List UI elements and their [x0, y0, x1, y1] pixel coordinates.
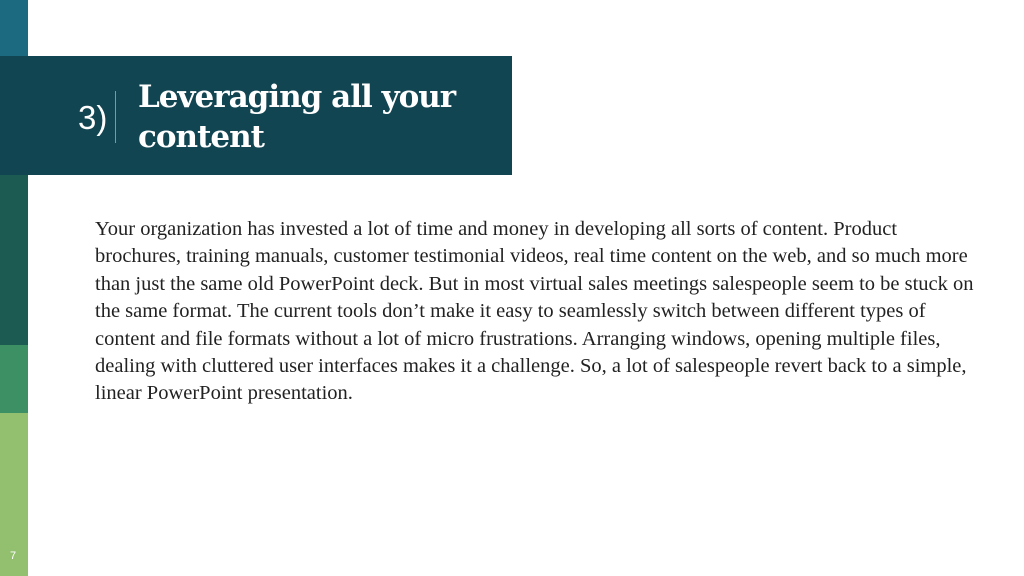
stripe-segment-3 [0, 175, 28, 345]
body-paragraph: Your organization has invested a lot of time and money in developing all sorts of content. Product brochures, training manuals, customer testimonial videos, real time content on the web, and so much more than just the same old PowerPoint deck. But in most virtual sales meetings salespeople seem to be stuck on the same format. The current tools don’t make it easy to seamlessly switch between different types of content and file formats without a lot of micro frustrations. Arranging windows, opening multiple files, dealing with cluttered user interfaces makes it a challenge. So, a lot of salespeople revert back to a simple, linear PowerPoint presentation. [95, 218, 974, 405]
page-number: 7 [10, 550, 17, 562]
stripe-segment-1 [0, 0, 28, 56]
title-divider [115, 91, 116, 143]
stripe-segment-4 [0, 345, 28, 413]
section-number: 3) [78, 99, 108, 136]
slide-title: Leveraging all your content [138, 79, 456, 155]
